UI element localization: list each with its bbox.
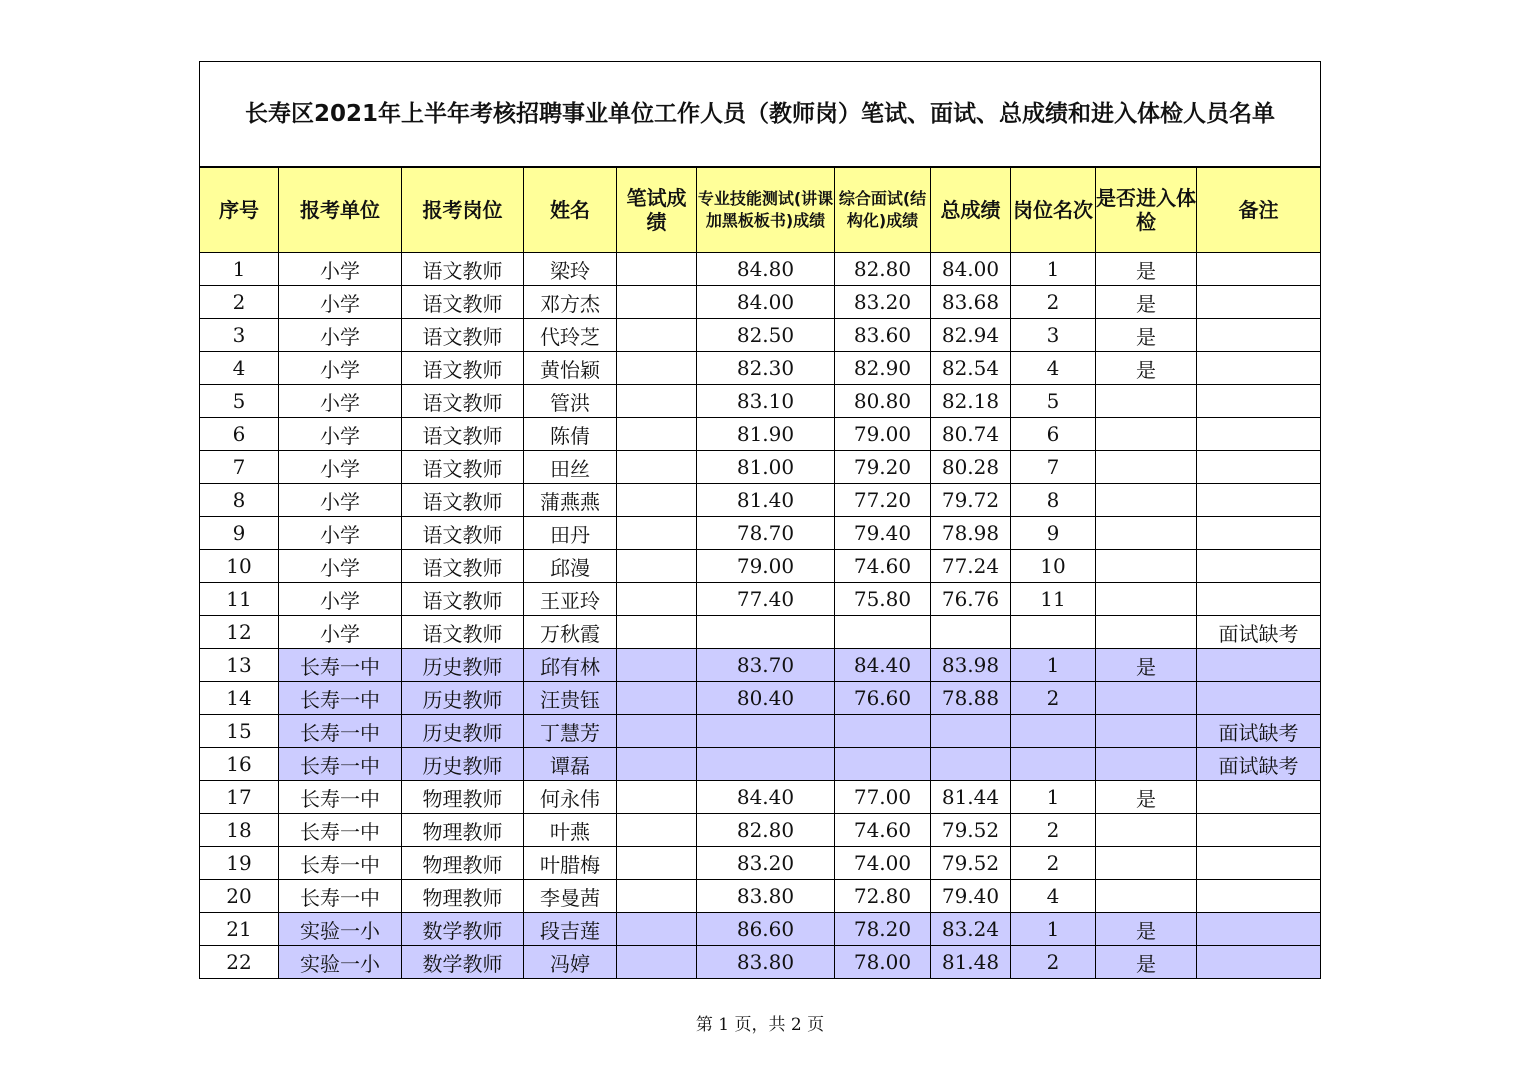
cell-post: 数学教师 (402, 946, 524, 979)
cell-interview: 75.80 (835, 583, 931, 616)
cell-written (617, 715, 697, 748)
table-row (200, 616, 1321, 649)
cell-interview: 74.60 (835, 550, 931, 583)
cell-interview (835, 715, 931, 748)
cell-note (1197, 913, 1321, 946)
cell-exam (1096, 748, 1197, 781)
cell-rank: 3 (1011, 319, 1096, 352)
cell-unit: 长寿一中 (279, 715, 402, 748)
cell-unit: 实验一小 (279, 913, 402, 946)
cell-skill: 84.00 (697, 286, 835, 319)
cell-rank: 11 (1011, 583, 1096, 616)
cell-exam (1096, 517, 1197, 550)
cell-skill (697, 616, 835, 649)
cell-name: 管洪 (524, 385, 617, 418)
cell-rank: 2 (1011, 814, 1096, 847)
cell-total (931, 748, 1011, 781)
cell-no: 22 (200, 946, 279, 979)
cell-exam (1096, 616, 1197, 649)
cell-unit: 长寿一中 (279, 814, 402, 847)
cell-interview: 76.60 (835, 682, 931, 715)
cell-unit: 长寿一中 (279, 880, 402, 913)
table-row (200, 451, 1321, 484)
cell-name: 黄怡颖 (524, 352, 617, 385)
cell-total: 79.52 (931, 814, 1011, 847)
col-header-total: 总成绩 (931, 167, 1011, 253)
cell-total: 76.76 (931, 583, 1011, 616)
col-header-post: 报考岗位 (402, 167, 524, 253)
cell-rank: 1 (1011, 253, 1096, 286)
cell-total: 80.74 (931, 418, 1011, 451)
cell-name: 万秋霞 (524, 616, 617, 649)
cell-exam (1096, 418, 1197, 451)
cell-note (1197, 814, 1321, 847)
table-row (200, 385, 1321, 418)
cell-post: 历史教师 (402, 748, 524, 781)
cell-total: 81.48 (931, 946, 1011, 979)
header-row (200, 167, 1321, 253)
cell-exam: 是 (1096, 649, 1197, 682)
cell-post: 历史教师 (402, 715, 524, 748)
cell-note (1197, 517, 1321, 550)
cell-written (617, 682, 697, 715)
cell-rank: 4 (1011, 352, 1096, 385)
cell-written (617, 517, 697, 550)
cell-no: 4 (200, 352, 279, 385)
cell-exam: 是 (1096, 253, 1197, 286)
cell-no: 3 (200, 319, 279, 352)
cell-skill: 83.20 (697, 847, 835, 880)
cell-exam: 是 (1096, 913, 1197, 946)
cell-written (617, 385, 697, 418)
cell-skill: 81.90 (697, 418, 835, 451)
cell-interview: 74.60 (835, 814, 931, 847)
cell-post: 语文教师 (402, 286, 524, 319)
cell-interview: 80.80 (835, 385, 931, 418)
table-row (200, 286, 1321, 319)
cell-post: 语文教师 (402, 385, 524, 418)
table-row (200, 913, 1321, 946)
cell-written (617, 616, 697, 649)
cell-unit: 小学 (279, 418, 402, 451)
cell-interview: 79.40 (835, 517, 931, 550)
cell-name: 蒲燕燕 (524, 484, 617, 517)
cell-skill: 82.80 (697, 814, 835, 847)
cell-unit: 小学 (279, 583, 402, 616)
cell-skill: 79.00 (697, 550, 835, 583)
cell-skill: 80.40 (697, 682, 835, 715)
cell-exam (1096, 484, 1197, 517)
cell-written (617, 286, 697, 319)
cell-unit: 小学 (279, 253, 402, 286)
cell-interview: 78.20 (835, 913, 931, 946)
table-row (200, 781, 1321, 814)
cell-exam: 是 (1096, 781, 1197, 814)
cell-rank: 2 (1011, 946, 1096, 979)
cell-exam (1096, 715, 1197, 748)
cell-no: 2 (200, 286, 279, 319)
cell-rank: 1 (1011, 781, 1096, 814)
cell-skill: 86.60 (697, 913, 835, 946)
cell-total: 79.40 (931, 880, 1011, 913)
cell-post: 语文教师 (402, 319, 524, 352)
cell-rank: 1 (1011, 913, 1096, 946)
cell-note (1197, 352, 1321, 385)
table-row (200, 682, 1321, 715)
table-row (200, 715, 1321, 748)
cell-exam (1096, 880, 1197, 913)
cell-name: 叶腊梅 (524, 847, 617, 880)
cell-rank: 5 (1011, 385, 1096, 418)
cell-note (1197, 682, 1321, 715)
cell-no: 6 (200, 418, 279, 451)
cell-note (1197, 451, 1321, 484)
cell-post: 物理教师 (402, 880, 524, 913)
cell-written (617, 913, 697, 946)
cell-total: 79.52 (931, 847, 1011, 880)
cell-total: 82.18 (931, 385, 1011, 418)
cell-interview: 74.00 (835, 847, 931, 880)
cell-written (617, 253, 697, 286)
cell-no: 12 (200, 616, 279, 649)
cell-skill: 81.00 (697, 451, 835, 484)
cell-note (1197, 385, 1321, 418)
cell-no: 21 (200, 913, 279, 946)
cell-skill: 84.80 (697, 253, 835, 286)
cell-unit: 小学 (279, 484, 402, 517)
cell-skill: 83.70 (697, 649, 835, 682)
cell-post: 语文教师 (402, 253, 524, 286)
cell-name: 田丹 (524, 517, 617, 550)
cell-note: 面试缺考 (1197, 748, 1321, 781)
col-header-exam: 是否进入体检 (1096, 167, 1197, 253)
cell-post: 语文教师 (402, 484, 524, 517)
cell-skill: 82.30 (697, 352, 835, 385)
table-row (200, 517, 1321, 550)
cell-written (617, 946, 697, 979)
cell-total: 78.98 (931, 517, 1011, 550)
cell-exam: 是 (1096, 286, 1197, 319)
cell-name: 何永伟 (524, 781, 617, 814)
cell-total: 84.00 (931, 253, 1011, 286)
page-title: 长寿区2021年上半年考核招聘事业单位工作人员（教师岗）笔试、面试、总成绩和进入体检人员名单 (200, 62, 1321, 168)
cell-rank (1011, 748, 1096, 781)
cell-no: 8 (200, 484, 279, 517)
cell-rank: 2 (1011, 847, 1096, 880)
cell-no: 5 (200, 385, 279, 418)
table-row (200, 880, 1321, 913)
cell-note (1197, 286, 1321, 319)
cell-no: 19 (200, 847, 279, 880)
cell-no: 16 (200, 748, 279, 781)
cell-note (1197, 781, 1321, 814)
cell-rank (1011, 616, 1096, 649)
col-header-written: 笔试成绩 (617, 167, 697, 253)
cell-skill: 81.40 (697, 484, 835, 517)
cell-post: 语文教师 (402, 352, 524, 385)
cell-name: 汪贵钰 (524, 682, 617, 715)
cell-unit: 小学 (279, 517, 402, 550)
cell-exam (1096, 847, 1197, 880)
cell-interview: 77.20 (835, 484, 931, 517)
cell-post: 物理教师 (402, 847, 524, 880)
cell-written (617, 748, 697, 781)
cell-unit: 小学 (279, 352, 402, 385)
cell-no: 18 (200, 814, 279, 847)
cell-rank: 1 (1011, 649, 1096, 682)
cell-total: 79.72 (931, 484, 1011, 517)
cell-note (1197, 418, 1321, 451)
cell-no: 20 (200, 880, 279, 913)
cell-interview: 83.60 (835, 319, 931, 352)
cell-total: 80.28 (931, 451, 1011, 484)
cell-note (1197, 583, 1321, 616)
cell-rank: 9 (1011, 517, 1096, 550)
col-header-skill: 专业技能测试(讲课加黑板板书)成绩 (697, 167, 835, 253)
cell-total: 78.88 (931, 682, 1011, 715)
table-row (200, 253, 1321, 286)
cell-note (1197, 550, 1321, 583)
cell-note (1197, 649, 1321, 682)
cell-rank: 8 (1011, 484, 1096, 517)
cell-post: 历史教师 (402, 682, 524, 715)
cell-rank: 2 (1011, 682, 1096, 715)
cell-skill: 83.80 (697, 880, 835, 913)
cell-post: 物理教师 (402, 781, 524, 814)
cell-interview: 84.40 (835, 649, 931, 682)
cell-exam: 是 (1096, 352, 1197, 385)
cell-unit: 小学 (279, 319, 402, 352)
col-header-no: 序号 (200, 167, 279, 253)
cell-post: 语文教师 (402, 451, 524, 484)
cell-written (617, 649, 697, 682)
cell-skill: 82.50 (697, 319, 835, 352)
table-row (200, 352, 1321, 385)
cell-no: 7 (200, 451, 279, 484)
cell-rank: 4 (1011, 880, 1096, 913)
cell-total (931, 616, 1011, 649)
cell-skill (697, 748, 835, 781)
cell-no: 13 (200, 649, 279, 682)
cell-note (1197, 946, 1321, 979)
cell-post: 历史教师 (402, 649, 524, 682)
cell-written (617, 319, 697, 352)
cell-rank: 6 (1011, 418, 1096, 451)
cell-name: 冯婷 (524, 946, 617, 979)
cell-no: 17 (200, 781, 279, 814)
page-footer: 第 1 页，共 2 页 (695, 1015, 825, 1035)
cell-unit: 小学 (279, 385, 402, 418)
table-body (200, 253, 1321, 979)
table-row (200, 946, 1321, 979)
cell-interview: 72.80 (835, 880, 931, 913)
cell-skill: 78.70 (697, 517, 835, 550)
cell-interview: 82.90 (835, 352, 931, 385)
cell-exam (1096, 583, 1197, 616)
table-row (200, 748, 1321, 781)
cell-note (1197, 484, 1321, 517)
cell-exam (1096, 814, 1197, 847)
cell-post: 语文教师 (402, 517, 524, 550)
table-row (200, 319, 1321, 352)
cell-total (931, 715, 1011, 748)
cell-unit: 长寿一中 (279, 649, 402, 682)
cell-post: 语文教师 (402, 583, 524, 616)
cell-exam (1096, 682, 1197, 715)
cell-interview: 83.20 (835, 286, 931, 319)
cell-unit: 长寿一中 (279, 748, 402, 781)
cell-total: 82.94 (931, 319, 1011, 352)
cell-no: 14 (200, 682, 279, 715)
cell-skill: 83.10 (697, 385, 835, 418)
cell-rank: 7 (1011, 451, 1096, 484)
cell-exam: 是 (1096, 946, 1197, 979)
cell-written (617, 352, 697, 385)
cell-no: 15 (200, 715, 279, 748)
cell-exam: 是 (1096, 319, 1197, 352)
cell-exam (1096, 385, 1197, 418)
cell-post: 语文教师 (402, 550, 524, 583)
cell-name: 丁慧芳 (524, 715, 617, 748)
cell-unit: 长寿一中 (279, 682, 402, 715)
cell-name: 代玲芝 (524, 319, 617, 352)
table-row (200, 484, 1321, 517)
cell-exam (1096, 451, 1197, 484)
col-header-interview: 综合面试(结构化)成绩 (835, 167, 931, 253)
cell-skill: 84.40 (697, 781, 835, 814)
cell-written (617, 781, 697, 814)
cell-skill (697, 715, 835, 748)
cell-name: 段吉莲 (524, 913, 617, 946)
cell-interview: 79.00 (835, 418, 931, 451)
cell-note (1197, 253, 1321, 286)
cell-total: 77.24 (931, 550, 1011, 583)
cell-note (1197, 847, 1321, 880)
cell-name: 田丝 (524, 451, 617, 484)
cell-total: 81.44 (931, 781, 1011, 814)
score-table (199, 61, 1321, 979)
cell-name: 邓方杰 (524, 286, 617, 319)
cell-total: 83.68 (931, 286, 1011, 319)
col-header-note: 备注 (1197, 167, 1321, 253)
cell-name: 王亚玲 (524, 583, 617, 616)
cell-written (617, 814, 697, 847)
table-row (200, 550, 1321, 583)
cell-total: 83.98 (931, 649, 1011, 682)
cell-name: 叶燕 (524, 814, 617, 847)
cell-name: 邱漫 (524, 550, 617, 583)
col-header-rank: 岗位名次 (1011, 167, 1096, 253)
cell-interview: 77.00 (835, 781, 931, 814)
table-row (200, 814, 1321, 847)
cell-name: 邱有林 (524, 649, 617, 682)
cell-rank: 2 (1011, 286, 1096, 319)
cell-no: 1 (200, 253, 279, 286)
cell-unit: 小学 (279, 451, 402, 484)
cell-exam (1096, 550, 1197, 583)
cell-interview: 79.20 (835, 451, 931, 484)
cell-note (1197, 880, 1321, 913)
cell-total: 82.54 (931, 352, 1011, 385)
cell-interview (835, 616, 931, 649)
cell-written (617, 451, 697, 484)
cell-written (617, 550, 697, 583)
cell-post: 数学教师 (402, 913, 524, 946)
cell-written (617, 418, 697, 451)
cell-skill: 83.80 (697, 946, 835, 979)
cell-written (617, 847, 697, 880)
cell-total: 83.24 (931, 913, 1011, 946)
cell-no: 11 (200, 583, 279, 616)
cell-interview: 78.00 (835, 946, 931, 979)
col-header-unit: 报考单位 (279, 167, 402, 253)
cell-interview (835, 748, 931, 781)
cell-post: 语文教师 (402, 418, 524, 451)
cell-skill: 77.40 (697, 583, 835, 616)
cell-note (1197, 319, 1321, 352)
cell-post: 语文教师 (402, 616, 524, 649)
cell-name: 李曼茜 (524, 880, 617, 913)
cell-unit: 实验一小 (279, 946, 402, 979)
cell-name: 谭磊 (524, 748, 617, 781)
cell-no: 10 (200, 550, 279, 583)
col-header-name: 姓名 (524, 167, 617, 253)
table-row (200, 649, 1321, 682)
cell-written (617, 484, 697, 517)
cell-unit: 小学 (279, 286, 402, 319)
cell-written (617, 583, 697, 616)
table-row (200, 418, 1321, 451)
table-row (200, 583, 1321, 616)
table-row (200, 847, 1321, 880)
cell-unit: 小学 (279, 550, 402, 583)
cell-unit: 长寿一中 (279, 847, 402, 880)
cell-note: 面试缺考 (1197, 616, 1321, 649)
cell-rank (1011, 715, 1096, 748)
cell-name: 陈倩 (524, 418, 617, 451)
cell-rank: 10 (1011, 550, 1096, 583)
cell-written (617, 880, 697, 913)
cell-interview: 82.80 (835, 253, 931, 286)
cell-unit: 长寿一中 (279, 781, 402, 814)
cell-note: 面试缺考 (1197, 715, 1321, 748)
cell-post: 物理教师 (402, 814, 524, 847)
cell-name: 梁玲 (524, 253, 617, 286)
cell-no: 9 (200, 517, 279, 550)
cell-unit: 小学 (279, 616, 402, 649)
